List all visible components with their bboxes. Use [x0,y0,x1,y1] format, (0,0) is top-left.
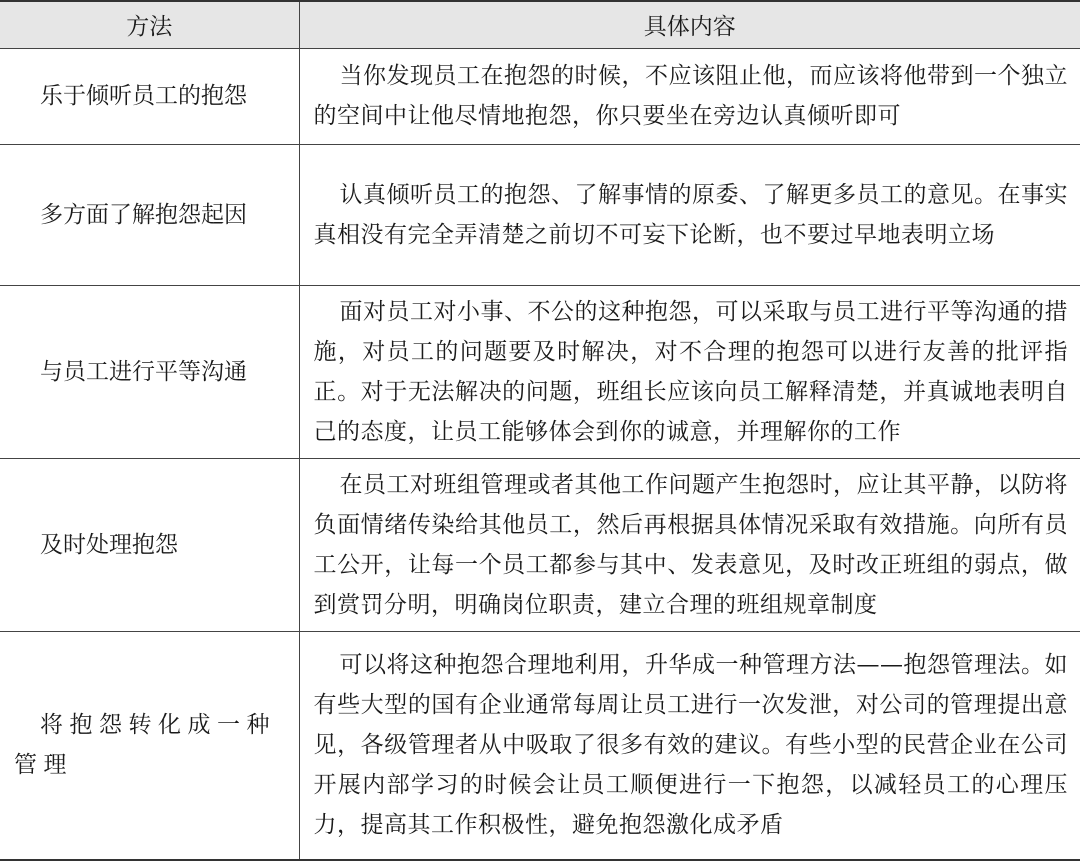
content-cell: 面对员工对小事、不公的这种抱怨，可以采取与员工进行平等沟通的措施，对员工的问题要及时解决，对不合理的抱怨可以进行友善的批评指正。对于无法解决的问题，班组长应该向员工解释清楚，并真诚地表明自己的态度，让员工能够体会到你的诚意，并理解你的工作 [299,285,1080,458]
table-row [0,144,1080,285]
table-row [0,631,1080,860]
table-header-row [0,1,1080,48]
method-cell: 及时处理抱怨 [0,458,299,631]
method-cell: 多方面了解抱怨起因 [0,144,299,285]
table-row [0,48,1080,144]
table-row [0,458,1080,631]
method-cell: 乐于倾听员工的抱怨 [0,48,299,144]
method-cell: 将抱怨转化成一种管理 [0,631,299,860]
content-cell: 当你发现员工在抱怨的时候，不应该阻止他，而应该将他带到一个独立的空间中让他尽情地抱怨，你只要坐在旁边认真倾听即可 [299,48,1080,144]
content-cell: 可以将这种抱怨合理地利用，升华成一种管理方法——抱怨管理法。如有些大型的国有企业通常每周让员工进行一次发泄，对公司的管理提出意见，各级管理者从中吸取了很多有效的建议。有些小型的民营企业在公司开展内部学习的时候会让员工顺便进行一下抱怨，以减轻员工的心理压力，提高其工作积极性，避免抱怨激化成矛盾 [299,631,1080,860]
content-cell: 在员工对班组管理或者其他工作问题产生抱怨时，应让其平静，以防将负面情绪传染给其他员工，然后再根据具体情况采取有效措施。向所有员工公开，让每一个员工都参与其中、发表意见，及时改正班组的弱点，做到赏罚分明，明确岗位职责，建立合理的班组规章制度 [299,458,1080,631]
table-row [0,285,1080,458]
content-cell: 认真倾听员工的抱怨、了解事情的原委、了解更多员工的意见。在事实真相没有完全弄清楚之前切不可妄下论断，也不要过早地表明立场 [299,144,1080,285]
header-method: 方法 [0,1,299,48]
method-cell: 与员工进行平等沟通 [0,285,299,458]
header-content: 具体内容 [299,1,1080,48]
